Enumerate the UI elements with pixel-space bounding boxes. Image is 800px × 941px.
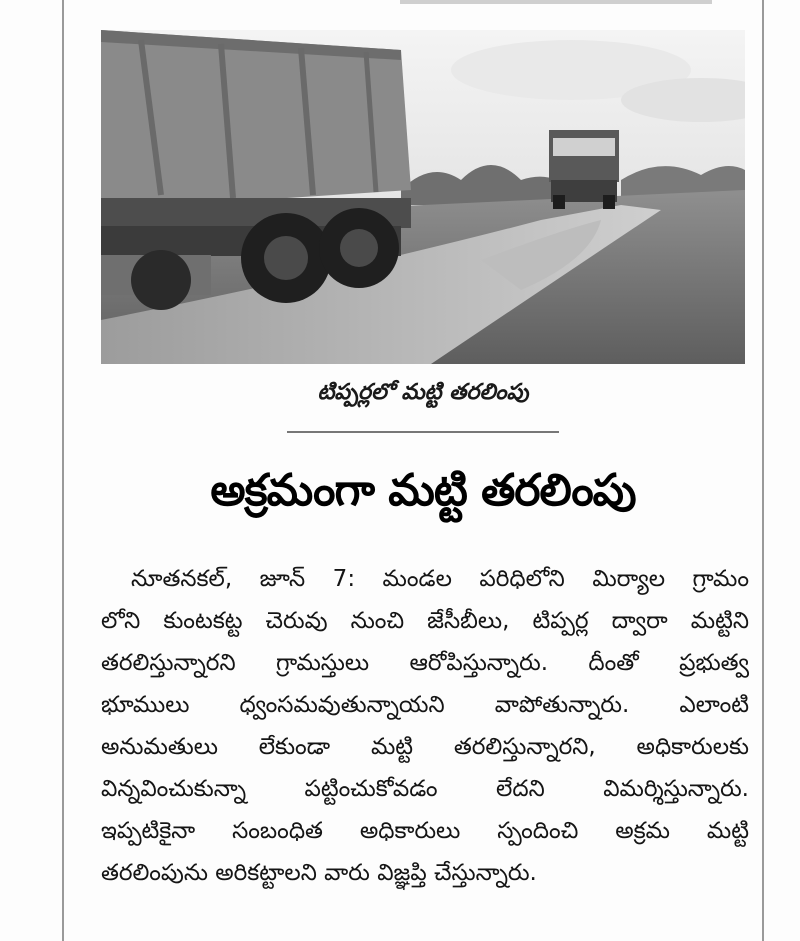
distant-truck — [549, 130, 619, 209]
body-line: అనుమతులు లేకుండా మట్టి తరలిస్తున్నారని, అధికారులకు — [101, 734, 749, 760]
article-photo — [101, 30, 745, 364]
body-line: నూతనకల్, జూన్ 7: మండల పరిధిలోని మిర్యాల గ్రామం — [131, 566, 749, 592]
body-line: భూములు ధ్వంసమవుతున్నాయని వాపోతున్నారు. ఎలాంటి — [101, 692, 749, 718]
body-line: విన్నవించుకున్నా పట్టించుకోవడం లేదని విమర్శిస్తున్నారు. — [101, 776, 749, 802]
top-divider — [400, 0, 712, 4]
body-line: ఇప్పటికైనా సంబంధిత అధికారులు స్పందించి అక్రమ మట్టి — [101, 818, 749, 844]
right-column-rule — [762, 0, 764, 941]
body-line: తరలింపును అరికట్టాలని వారు విజ్ఞప్తి చేస్తున్నారు. — [101, 860, 537, 886]
left-column-rule — [62, 0, 64, 941]
body-line: లోని కుంటకట్ట చెరువు నుంచి జేసీబీలు, టిప్పర్ల ద్వారా మట్టిని — [101, 608, 749, 634]
article-headline: అక్రమంగా మట్టి తరలింపు — [210, 465, 636, 516]
article-body — [101, 558, 749, 894]
caption-divider — [287, 431, 559, 433]
tipper-trucks-photo — [101, 30, 745, 364]
foreground-tipper — [101, 30, 411, 310]
photo-caption: టిప్పర్లలో మట్టి తరలింపు — [317, 380, 529, 405]
body-line: తరలిస్తున్నారని గ్రామస్తులు ఆరోపిస్తున్నారు. దీంతో ప్రభుత్వ — [101, 650, 749, 676]
